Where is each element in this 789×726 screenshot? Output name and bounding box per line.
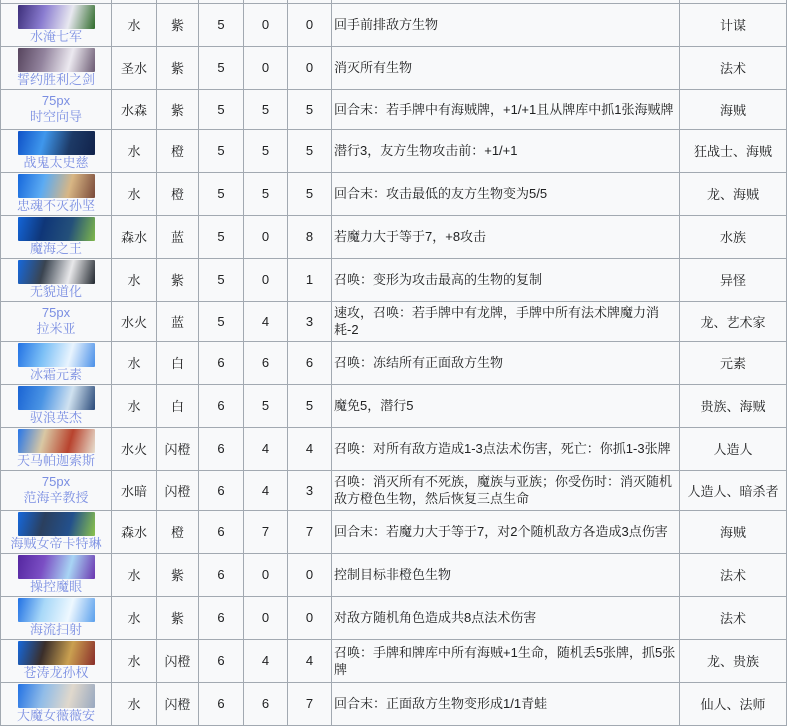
card-art-image[interactable] [18,48,95,72]
rarity-cell: 紫 [157,258,199,301]
table-row [1,639,787,682]
cost-cell: 6 [199,682,244,725]
health-cell: 5 [288,89,332,129]
description-cell: 回合末：正面敌方生物变形成1/1青蛙 [332,682,680,725]
element-cell: 森水 [112,510,157,553]
card-cell [1,89,112,129]
rarity-cell: 紫 [157,3,199,46]
cost-cell: 5 [199,129,244,172]
card-name-link[interactable]: 操控魔眼 [29,578,82,594]
card-cell [1,46,112,89]
element-cell: 水 [112,129,157,172]
type-cell: 龙、贵族 [680,639,787,682]
card-art-image[interactable] [18,512,95,536]
type-cell: 海贼 [680,510,787,553]
card-table-body [1,0,787,725]
card-art-image[interactable] [18,5,95,29]
type-cell: 水族 [680,215,787,258]
description-cell: 控制目标非橙色生物 [332,553,680,596]
element-cell: 水 [112,682,157,725]
broken-image-link[interactable]: 75px [41,93,71,108]
type-cell: 异怪 [680,258,787,301]
card-name-link[interactable]: 战鬼太史慈 [23,154,89,170]
rarity-cell: 橙 [157,172,199,215]
card-cell [1,470,112,510]
element-cell: 水火 [112,427,157,470]
table-row [1,341,787,384]
attack-cell: 0 [244,553,288,596]
table-row [1,46,787,89]
description-cell: 若魔力大于等于7，+8攻击 [332,215,680,258]
cost-cell: 6 [199,384,244,427]
card-name-link[interactable]: 拉米亚 [36,321,76,336]
health-cell: 0 [288,46,332,89]
rarity-cell: 紫 [157,553,199,596]
card-name-link[interactable]: 冰霜元素 [29,366,82,382]
attack-cell: 4 [244,301,288,341]
card-name-link[interactable]: 天马帕迦索斯 [16,452,95,468]
health-cell: 5 [288,384,332,427]
rarity-cell: 蓝 [157,301,199,341]
attack-cell: 0 [244,258,288,301]
broken-image-link[interactable]: 75px [41,305,71,320]
type-cell: 法术 [680,596,787,639]
rarity-cell: 白 [157,384,199,427]
cost-cell: 5 [199,258,244,301]
attack-cell: 0 [244,46,288,89]
attack-cell: 4 [244,639,288,682]
cost-cell: 5 [199,3,244,46]
element-cell: 圣水 [112,46,157,89]
element-cell: 水 [112,384,157,427]
description-cell: 召唤：对所有敌方造成1-3点法术伤害，死亡：你抓1-3张牌 [332,427,680,470]
card-cell [1,215,112,258]
card-thumbnail-link[interactable] [3,386,109,410]
card-thumbnail-link[interactable] [3,48,109,72]
cost-cell: 6 [199,341,244,384]
cost-cell: 6 [199,553,244,596]
description-cell: 回合末：攻击最低的友方生物变为5/5 [332,172,680,215]
type-cell: 龙、海贼 [680,172,787,215]
rarity-cell: 紫 [157,596,199,639]
rarity-cell: 闪橙 [157,427,199,470]
card-cell [1,682,112,725]
type-cell: 法术 [680,553,787,596]
health-cell: 0 [288,596,332,639]
type-cell: 狂战士、海贼 [680,129,787,172]
table-row [1,510,787,553]
health-cell: 6 [288,341,332,384]
card-art-image[interactable] [18,343,95,367]
card-name-link[interactable]: 大魔女薇薇安 [16,707,95,723]
health-cell: 1 [288,258,332,301]
description-cell: 速攻，召唤：若手牌中有龙牌，手牌中所有法术牌魔力消耗-2 [332,301,680,341]
card-art-image[interactable] [18,684,95,708]
card-name-link[interactable]: 海流扫射 [29,621,82,637]
rarity-cell: 闪橙 [157,682,199,725]
health-cell: 0 [288,553,332,596]
card-cell [1,384,112,427]
cost-cell: 6 [199,470,244,510]
card-art-image[interactable] [18,131,95,155]
card-name-link[interactable]: 誓约胜利之剑 [16,71,95,87]
health-cell: 5 [288,172,332,215]
table-row [1,172,787,215]
attack-cell: 0 [244,215,288,258]
element-cell: 水 [112,341,157,384]
rarity-cell: 白 [157,341,199,384]
card-thumbnail-link[interactable] [3,474,109,490]
health-cell: 7 [288,510,332,553]
card-cell [1,510,112,553]
type-cell: 人造人 [680,427,787,470]
health-cell: 8 [288,215,332,258]
element-cell: 水 [112,553,157,596]
cost-cell: 5 [199,301,244,341]
card-cell [1,258,112,301]
table-row [1,384,787,427]
health-cell: 4 [288,427,332,470]
attack-cell: 7 [244,510,288,553]
attack-cell: 5 [244,172,288,215]
attack-cell: 0 [244,3,288,46]
type-cell: 仙人、法师 [680,682,787,725]
health-cell: 3 [288,470,332,510]
card-name-link[interactable]: 时空向导 [29,109,82,124]
element-cell: 水火 [112,301,157,341]
card-name-link[interactable]: 海贼女帝卡特琳 [10,535,102,551]
attack-cell: 6 [244,682,288,725]
rarity-cell: 紫 [157,89,199,129]
description-cell: 对敌方随机角色造成共8点法术伤害 [332,596,680,639]
table-row [1,682,787,725]
cost-cell: 6 [199,596,244,639]
card-art-image[interactable] [18,598,95,622]
description-cell: 召唤：变形为攻击最高的生物的复制 [332,258,680,301]
description-cell: 召唤：冻结所有正面敌方生物 [332,341,680,384]
health-cell: 5 [288,129,332,172]
type-cell: 元素 [680,341,787,384]
card-thumbnail-link[interactable] [3,174,109,198]
table-row [1,258,787,301]
table-row [1,3,787,46]
table-row [1,301,787,341]
card-cell [1,639,112,682]
card-cell [1,427,112,470]
cost-cell: 5 [199,215,244,258]
description-cell: 回合末：若手牌中有海贼牌，+1/+1且从牌库中抓1张海贼牌 [332,89,680,129]
card-name-link[interactable]: 苍涛龙孙权 [23,664,89,680]
card-art-image[interactable] [18,386,95,410]
card-thumbnail-link[interactable] [3,5,109,29]
type-cell: 贵族、海贼 [680,384,787,427]
card-thumbnail-link[interactable] [3,305,109,321]
attack-cell: 5 [244,129,288,172]
type-cell: 海贼 [680,89,787,129]
card-art-image[interactable] [18,217,95,241]
element-cell: 水森 [112,89,157,129]
card-art-image[interactable] [18,174,95,198]
health-cell: 0 [288,3,332,46]
description-cell: 魔免5，潜行5 [332,384,680,427]
card-thumbnail-link[interactable] [3,260,109,284]
element-cell: 森水 [112,215,157,258]
health-cell: 4 [288,639,332,682]
card-name-link[interactable]: 范海辛教授 [23,490,89,505]
card-thumbnail-link[interactable] [3,131,109,155]
table-row [1,553,787,596]
card-art-image[interactable] [18,641,95,665]
element-cell: 水暗 [112,470,157,510]
attack-cell: 0 [244,596,288,639]
card-name-link[interactable]: 无貌道化 [29,283,82,299]
card-name-link[interactable]: 魔海之王 [29,240,82,256]
cost-cell: 5 [199,89,244,129]
table-row [1,129,787,172]
attack-cell: 6 [244,341,288,384]
rarity-cell: 闪橙 [157,470,199,510]
cost-cell: 5 [199,172,244,215]
description-cell: 回合末：若魔力大于等于7，对2个随机敌方各造成3点伤害 [332,510,680,553]
card-thumbnail-link[interactable] [3,598,109,622]
card-cell [1,3,112,46]
health-cell: 3 [288,301,332,341]
description-cell: 消灭所有生物 [332,46,680,89]
broken-image-link[interactable]: 75px [41,474,71,489]
attack-cell: 5 [244,384,288,427]
element-cell: 水 [112,172,157,215]
table-row [1,470,787,510]
card-cell [1,553,112,596]
description-cell: 召唤：手牌和牌库中所有海贼+1生命，随机丢5张牌，抓5张牌 [332,639,680,682]
card-thumbnail-link[interactable] [3,343,109,367]
card-cell [1,129,112,172]
card-thumbnail-link[interactable] [3,93,109,109]
card-cell [1,596,112,639]
rarity-cell: 闪橙 [157,639,199,682]
table-row [1,215,787,258]
attack-cell: 4 [244,427,288,470]
element-cell: 水 [112,639,157,682]
description-cell: 回手前排敌方生物 [332,3,680,46]
card-thumbnail-link[interactable] [3,217,109,241]
health-cell: 7 [288,682,332,725]
card-cell [1,341,112,384]
card-cell [1,301,112,341]
card-name-link[interactable]: 驭浪英杰 [29,409,82,425]
cost-cell: 6 [199,427,244,470]
type-cell: 龙、艺术家 [680,301,787,341]
card-name-link[interactable]: 水淹七军 [29,28,82,44]
card-art-image[interactable] [18,429,95,453]
rarity-cell: 蓝 [157,215,199,258]
card-art-image[interactable] [18,260,95,284]
cost-cell: 6 [199,510,244,553]
table-row [1,89,787,129]
element-cell: 水 [112,258,157,301]
element-cell: 水 [112,596,157,639]
cost-cell: 6 [199,639,244,682]
card-thumbnail-link[interactable] [3,512,109,536]
type-cell: 计谋 [680,3,787,46]
card-cell [1,172,112,215]
rarity-cell: 橙 [157,510,199,553]
rarity-cell: 紫 [157,46,199,89]
card-thumbnail-link[interactable] [3,555,109,579]
card-art-image[interactable] [18,555,95,579]
type-cell: 人造人、暗杀者 [680,470,787,510]
type-cell: 法术 [680,46,787,89]
card-thumbnail-link[interactable] [3,429,109,453]
table-row [1,427,787,470]
card-name-link[interactable]: 忠魂不灭孙坚 [16,197,95,213]
card-thumbnail-link[interactable] [3,641,109,665]
cost-cell: 5 [199,46,244,89]
attack-cell: 5 [244,89,288,129]
element-cell: 水 [112,3,157,46]
card-thumbnail-link[interactable] [3,684,109,708]
table-row [1,596,787,639]
description-cell: 召唤：消灭所有不死族，魔族与亚族；你受伤时：消灭随机敌方橙色生物，然后恢复三点生命 [332,470,680,510]
attack-cell: 4 [244,470,288,510]
description-cell: 潜行3，友方生物攻击前：+1/+1 [332,129,680,172]
rarity-cell: 橙 [157,129,199,172]
